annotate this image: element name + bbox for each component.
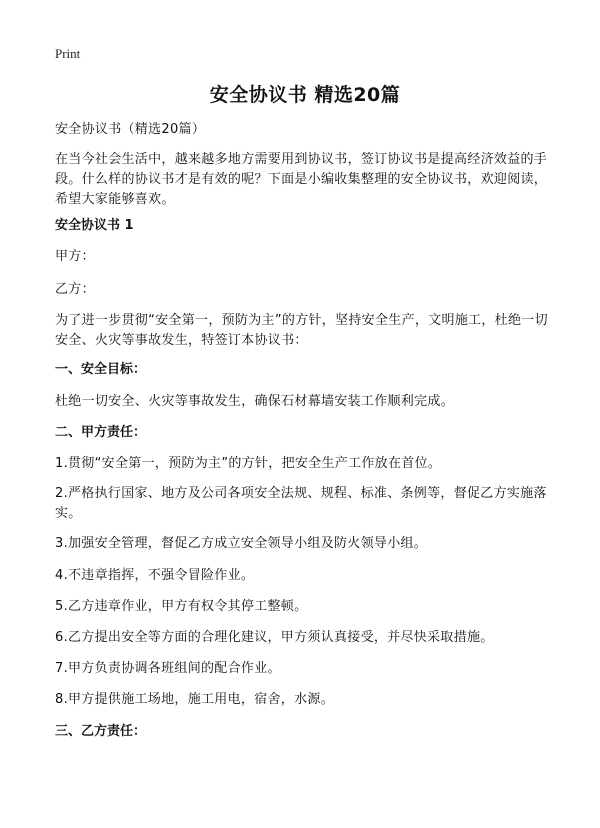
intro-paragraph: 在当今社会生活中，越来越多地方需要用到协议书，签订协议书是提高经济效益的手段。什么样的协议书才是有效的呢？下面是小编收集整理的安全协议书，欢迎阅读，希望大家能够喜欢。	[55, 152, 548, 207]
duty-item: 3.加强安全管理，督促乙方成立安全领导小组及防火领导小组。	[55, 536, 428, 551]
document-subtitle: 安全协议书（精选20篇）	[55, 122, 206, 137]
print-link[interactable]: Print	[55, 46, 81, 61]
party-a-line: 甲方：	[55, 249, 95, 264]
duty-item: 5.乙方违章作业，甲方有权令其停工整顿。	[55, 599, 308, 614]
goal-heading: 一、安全目标：	[55, 362, 147, 377]
duty-item: 1.贯彻“安全第一，预防为主”的方针，把安全生产工作放在首位。	[55, 456, 442, 471]
duty-item: 6.乙方提出安全等方面的合理化建议，甲方须认真接受，并尽快采取措施。	[55, 630, 494, 645]
party-a-duty-heading: 二、甲方责任：	[55, 425, 147, 440]
document-title: 安全协议书 精选20篇	[209, 84, 401, 106]
duty-item: 7.甲方负责协调各班组间的配合作业。	[55, 661, 281, 676]
party-b-line: 乙方：	[55, 282, 95, 297]
duty-item: 2.严格执行国家、地方及公司各项安全法规、规程、标准、条例等，督促乙方实施落实。	[55, 486, 547, 521]
duty-item: 4.不违章指挥，不强令冒险作业。	[55, 568, 255, 583]
duty-item: 8.甲方提供施工场地，施工用电，宿舍，水源。	[55, 692, 335, 707]
party-b-duty-heading: 三、乙方责任：	[55, 724, 147, 739]
goal-text: 杜绝一切安全、火灾等事故发生，确保石材幕墙安装工作顺利完成。	[55, 394, 455, 409]
preamble-paragraph: 为了进一步贯彻“安全第一，预防为主”的方针，坚持安全生产，文明施工，杜绝一切安全、火灾等事故发生，特签订本协议书：	[55, 313, 548, 348]
section-heading: 安全协议书 1	[55, 218, 134, 233]
